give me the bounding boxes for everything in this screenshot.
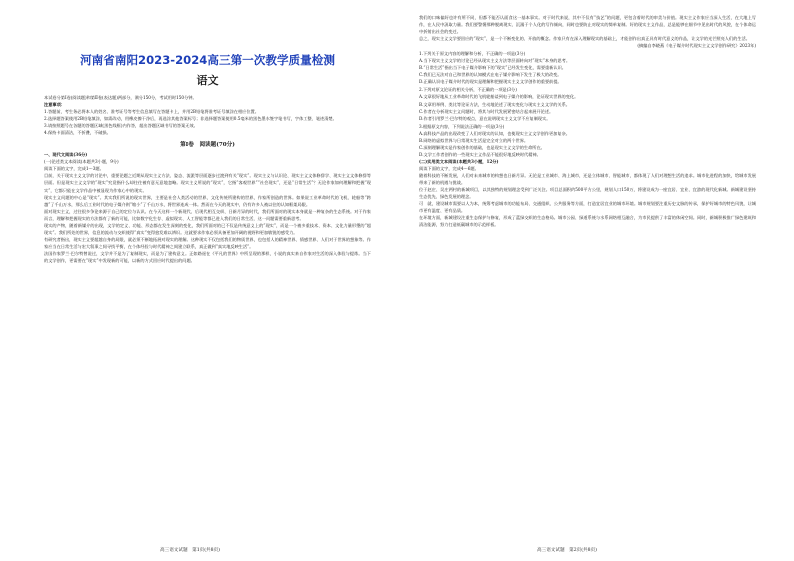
source-citation: (摘编自李晓燕《电子媒介时代现实主义文学创作研究》2023年) — [637, 43, 756, 49]
passage-paragraph: 现实的产物，随着新媒介的出现，文学的定义、功能、形态都在发生深刻的变化，我们所面对的已不仅是传统意义上的“现实”，而是一个被多重技术、资本、文化力量形塑的“超现实”。我们所处的世界，信息的流动与交织使得“真实”变得愈发难以辨识。这就要求作家必须具备更加开阔的视野和更加敏锐的感受力。 — [44, 222, 371, 235]
option-c: C.深刻理解现实是作家创作的基础，也是现实主义文学的生命所在。 — [419, 144, 545, 150]
note-item: 2.选择题答案使用2B铅笔填涂，如需改动，用橡皮擦干净后，再选涂其他答案标号；非选择题答案使用0.5毫米的黑色墨水签字笔书写，字体工整、笔迹清楚。 — [44, 116, 337, 122]
passage-paragraph: 位于赵庄、吴庄两村的新城项目，以其独特的规划理念受到广泛关注。项目总面积约500平方公里，规划人口150万，将建设成为一座宜居、宜业、宜游的现代化新城。新城建设坚持生态优先、绿色发展的理念。 — [419, 187, 756, 200]
question-2 — [419, 86, 756, 121]
instruction: 阅读下面的文字，完成1～3题。 — [44, 166, 104, 172]
part-title: 第Ⅰ卷 阅读题(70分) — [180, 142, 235, 149]
option-a: A.文章很好地从工业革命时代的飞机轮船谈到电子媒介的影响，论证现实世界的变化。 — [419, 94, 579, 100]
question-1 — [419, 50, 756, 85]
question-stem: 3.根据原文内容，下列说法正确的一项是(3分) — [419, 123, 505, 129]
passage-paragraph: 法国作家罗兰·巴尔特曾说过，文学并不是为了复制现实，而是为了建构意义。正如路遥在《平凡的世界》中所呈现的那样，小说的真实来自作家对生活的深入体验与提炼。当下的文学创作，更需要在“现实”中发现新的可能，以新的方式回应时代提出的问题。 — [44, 250, 371, 263]
page-footer: 高三语文试题 第2页(共8页) — [537, 548, 597, 553]
passage-paragraph: 可 就，建设城市需要以人为本，统筹考虑城市的功能布局、交通组织、公共服务等方面，打造宜居宜业的城市环境。城市规划要注重历史文脉的传承，保护好城市的特色风貌，让城市更有温度、更有品质。 — [419, 201, 756, 214]
subject-title: 语文 — [196, 74, 219, 87]
passage-paragraph: 随着科技的不断发展，人们对未来城市的构想也日新月异。无论是工业城市、海上城市，还是立体城市、智能城市，都体现了人们对理想生活的追求。城市化进程的加快，给城市发展带来了新的机遇与挑战。 — [419, 172, 756, 186]
passage-paragraph: 现实主义问题的中心是“现实”。其实我们所说的现实世界，主要是社会人类活动的世界，文化传统所建构的世界，作家所创造的世界。如果说工业革命时代的飞机、轮船等“跨越”了千山万水，那么后工业时代的电子媒介则“缩小”了千山万水，将世界连成一体。然而在今天的现实中，仍有许多人被以往的认知框架局限。 — [44, 194, 371, 207]
passage-paragraph: 我们的口味偏好也许有所不同，但都不能否认面食这一基本事实。对于时代来说，其中不仅有“技艺”的问题，更包含着时代的审美与价值。现实主义作家应当深入生活，在大地上写作，在人民中汲取力量。我们要警惕那种脱离现实、沉溺于个人化的写作倾向，同时也要防止对现实的简单复制。好的现实主义作品，总是能够在细节中见出时代的风貌，在个体命运中折射出社会的变迁。 — [419, 15, 756, 35]
option-c: C.我们已无法对自己和世界的认知模式在电子媒介影响下发生了极大的改变。 — [419, 72, 562, 78]
note-item: 4.保持卡面清洁，不折叠，不破损。 — [44, 130, 111, 136]
option-b: B.文章用举例、类比等论证方法，生动地论述了现实变化与现实主义文学的关系。 — [419, 101, 570, 107]
option-c: C.作者在分析现实主义问题时，将其与时代发展紧密结合起来展开论述。 — [419, 108, 554, 114]
question-3 — [419, 123, 756, 158]
passage-paragraph: 在环境方面，新城建设注重生态保护与修复，形成了蓝绿交织的生态格局。城市公园、绿道系统与水系网络相互融合，为市民提供了丰富的休闲空间。同时，新城积极推广绿色建筑和清洁能源，努力打造低碳城市的示范样板。 — [419, 215, 756, 228]
option-b: B.网络的虚拟世界与日常现实生活是完全对立的两个世界。 — [419, 137, 529, 143]
option-b: B.“日常生活”指出当下电子媒介影响下的“现实”已经发生变化，需要重新认识。 — [419, 65, 566, 71]
subsection-heading: (二)实用类文本阅读(本题共3小题，12分) — [419, 158, 499, 164]
option-d: D.正确认识电子媒介时代的现实是理解和把握现实主义文学创作的重要前提。 — [419, 79, 562, 85]
subsection-heading: (一)论述类文本阅读(本题共3小题，9分) — [44, 159, 119, 165]
exam-title: 河南省南阳2023-2024高三第一次教学质量检测 — [80, 53, 335, 67]
option-a: A.高科技产品的出现改变了人们对现实的认知，也使现实主义文学创作更加复杂。 — [419, 130, 570, 136]
passage-paragraph: 目前，关于现实主义文学的讨论中，重要论题之近期从现实主义方法、姿态、流派等层面逐步过渡到有关“现实”。现实主义与认识论、现实主义文体修辞学、现实主义文体修辞等层面。但是现实主义文学的“现实”究竟指什么却往往被有意无意地忽略。现实主义所说的“现实”，它指“客观世界”“社会现实”，还是“日常生活”？无论作家如何理解和把握“现实”，它都只能在文学作品中被显现为作家心中的现实。 — [44, 173, 371, 193]
question-stem: 1.下列关于原文内容的理解和分析，不正确的一项是(3分) — [419, 51, 526, 57]
section-heading: 一、现代文阅读(36分) — [44, 152, 88, 158]
note-item: 1.答题前，考生务必将本人的姓名、准考证号等考生信息填写在答题卡上，并用2B铅笔将准考证号填涂在相应位置。 — [44, 109, 259, 115]
passage-paragraph: 有研究者指出，现实主义要超越自身的局限，就必须不断地拓展对现实的理解。这种现实不仅包括我们的物质世界，也包括人的精神世界、情感世界、人们对于世界的想象等。作家应当在日常生活与宏大叙事之间寻找平衡，在个体经验与时代精神之间建立联系，真正做到“真实地反映生活”。 — [44, 236, 371, 249]
question-stem: 2.下列对原文论证的相关分析，不正确的一项是(3分) — [419, 87, 517, 93]
passage-paragraph: 面对现实主义，过往很多争论来源于自己的定位与认识。在今天这样一个新现代、后现代相互交织、日新月异的时代，我们所面对的现实本身就是一种复杂的生态系统。对于作家而言，理解和把握现实的方法都有了新的可能，比如数字化生存、虚拟现实、人工智能等都已进入我们的日常生活，这一问题需要重新思考。 — [44, 208, 371, 221]
page-footer: 高三语文试题 第1页(共8页) — [160, 548, 220, 553]
passage-paragraph: 总之，现实主义文学要回应的“现实”，是一个不断变化的、开放的概念。作家只有在深入理解现实的基础上，才能创作出真正具有时代意义的作品，让文学的光芒照亮人们的生活。 — [419, 36, 750, 42]
page-right — [397, 0, 794, 561]
note-item: 3.请按照题号在各题的答题区域(黑色线框)内作答，超出答题区域书写的答案无效。 — [44, 123, 198, 129]
exam-intro: 本试卷分第Ⅰ卷(阅读题)和第Ⅱ卷(表达题)两部分，满分150分，考试用时150分钟。 — [44, 95, 197, 100]
option-d: D.文学工作者创作的一些现实主义作品不能很好地反映时代精神。 — [419, 151, 541, 157]
notes-heading: 注意事项： — [44, 102, 65, 108]
option-a: A.当下现实主义文学的讨论已经从现实主义方法等层面转向对“现实”本身的思考。 — [419, 58, 571, 64]
instruction: 阅读下面的文字，完成4～6题。 — [419, 165, 479, 171]
option-d: D.作者引用罗兰·巴尔特的观点，意在说明现实主义文学不应复制现实。 — [419, 115, 551, 121]
